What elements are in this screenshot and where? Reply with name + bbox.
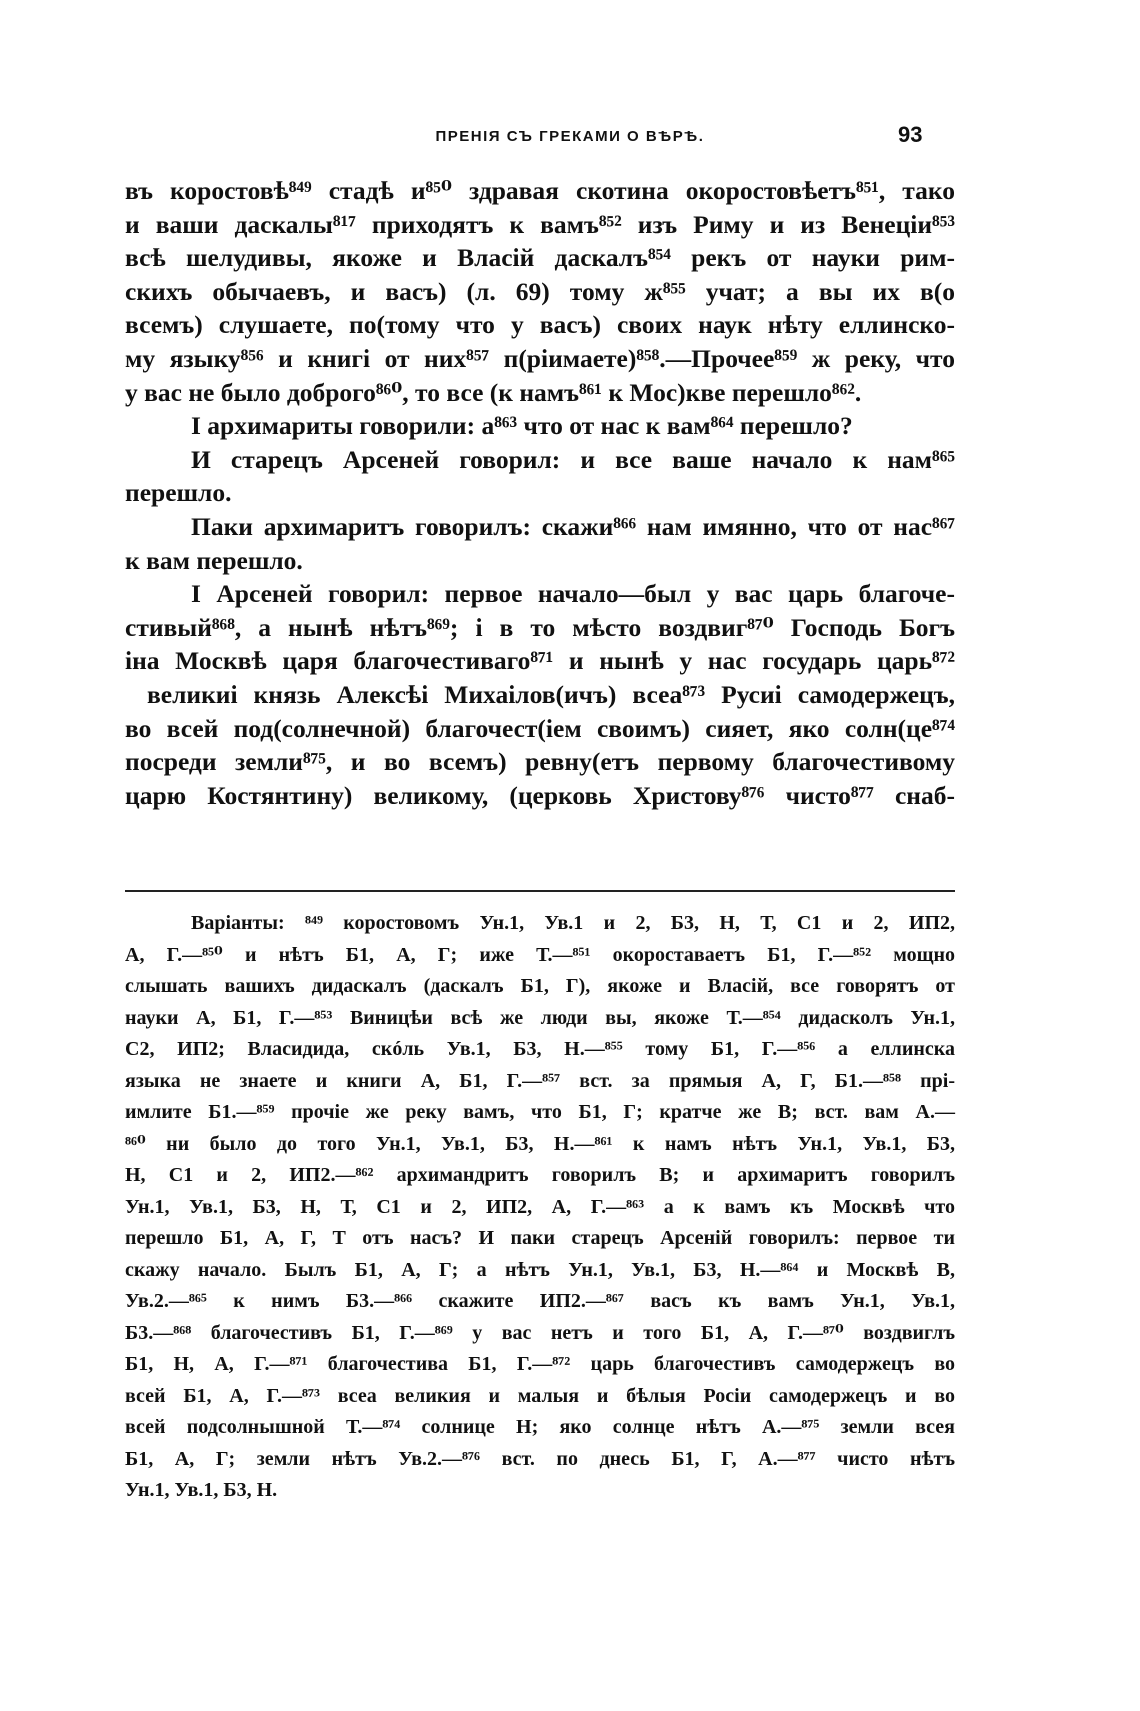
- body-line: І архимариты говорили: а⁸⁶³ что от нас к вам⁸⁶⁴ перешло?: [191, 411, 853, 441]
- footnote-line: всей Б1, А, Г.—⁸⁷³ всеа великия и малыя и бѣлыя Росіи самодержецъ и во: [125, 1384, 955, 1407]
- footnote-line: всей подсолнышной Т.—⁸⁷⁴ солнице Н; яко солнце нѣтъ А.—⁸⁷⁵ земли всея: [125, 1416, 955, 1438]
- body-line: перешло.: [125, 478, 232, 508]
- main-text: [125, 174, 955, 812]
- footnote-line: перешло Б1, А, Г, Т отъ насъ? И паки старецъ Арсеній говорилъ: первое ти: [125, 1227, 955, 1249]
- body-line: іна Москвѣ царя благочестиваго⁸⁷¹ и нынѣ у нас государь царь⁸⁷²: [125, 646, 955, 676]
- footnote-line: Ун.1, Ув.1, Б3, Н, Т, С1 и 2, ИП2, А, Г.—⁸⁶³ а к вамъ къ Москвѣ что: [125, 1195, 955, 1218]
- body-line: всѣ шелудивы, якоже и Власій даскалъ⁸⁵⁴ рекъ от науки рим-: [125, 243, 955, 273]
- body-line: въ коростовѣ⁸⁴⁹ стадѣ и⁸⁵⁰ здравая скотина окоростовѣетъ⁸⁵¹, тако: [125, 176, 955, 205]
- footnote-line: Б1, Н, А, Г.—⁸⁷¹ благочестива Б1, Г.—⁸⁷² царь благочестивъ самодержецъ во: [125, 1353, 955, 1375]
- running-title: ПРЕНІЯ СЪ ГРЕКАМИ О ВѢРѢ.: [435, 128, 705, 145]
- footnote-line: С2, ИП2; Власидида, скóль Ув.1, Б3, Н.—⁸⁵⁵ тому Б1, Г.—⁸⁵⁶ а еллинска: [125, 1038, 955, 1060]
- body-line: І Арсеней говорил: первое начало—был у вас царь благоче-: [191, 579, 955, 609]
- footnote-line: А, Г.—⁸⁵⁰ и нѣтъ Б1, А, Г; иже Т.—⁸⁵¹ окороставаетъ Б1, Г.—⁸⁵² мощно: [125, 943, 955, 966]
- body-line: Паки архимаритъ говорилъ: скажи⁸⁶⁶ нам имянно, что от нас⁸⁶⁷: [191, 511, 955, 541]
- body-line: всемъ) слушаете, по(тому что у васъ) своих наук нѣту еллинско-: [125, 310, 955, 340]
- page-number: 93: [898, 122, 923, 147]
- body-line: стивый⁸⁶⁸, а нынѣ нѣтъ⁸⁶⁹; і в то мѣсто воздвиг⁸⁷⁰ Господь Богъ: [125, 612, 955, 642]
- footnote-line: имлите Б1.—⁸⁵⁹ прочіе же реку вамъ, что Б1, Г; кратче же В; вст. вам А.—: [125, 1101, 955, 1123]
- footnote-line: Н, С1 и 2, ИП2.—⁸⁶² архимандритъ говорилъ В; и архимаритъ говорилъ: [125, 1164, 955, 1186]
- body-line: И старецъ Арсеней говорил: и все ваше начало к нам⁸⁶⁵: [191, 444, 955, 474]
- footnote-line: слышать вашихъ дидаскалъ (даскалъ Б1, Г), якоже и Власій, все говорятъ от: [125, 975, 955, 997]
- body-line: му языку⁸⁵⁶ и книгі от них⁸⁵⁷ п(ріимаете)⁸⁵⁸.—Прочее⁸⁵⁹ ж реку, что: [125, 343, 955, 373]
- body-line: скихъ обычаевъ, и васъ) (л. 69) тому ж⁸⁵⁵ учат; а вы их в(о: [125, 276, 955, 306]
- body-line: великиі князь Алексѣі Михаілов(ичъ) всеа⁸⁷³ Русиі самодержецъ,: [147, 679, 955, 709]
- footnote-line: скажу начало. Былъ Б1, А, Г; а нѣтъ Ун.1, Ув.1, Б3, Н.—⁸⁶⁴ и Москвѣ В,: [125, 1258, 955, 1281]
- body-line: у вас не было доброго⁸⁶⁰, то все (к намъ⁸⁶¹ к Мос)кве перешло⁸⁶².: [125, 377, 862, 407]
- footnote-line: Ув.2.—⁸⁶⁵ к нимъ Б3.—⁸⁶⁶ скажите ИП2.—⁸⁶⁷ васъ къ вамъ Ун.1, Ув.1,: [125, 1290, 955, 1312]
- body-line: посреди земли⁸⁷⁵, и во всемъ) ревну(етъ первому благочестивому: [125, 747, 955, 777]
- footnote-line: Б1, А, Г; земли нѣтъ Ув.2.—⁸⁷⁶ вст. по днесь Б1, Г, А.—⁸⁷⁷ чисто нѣтъ: [125, 1447, 955, 1470]
- footnote-line: Ун.1, Ув.1, Б3, Н.: [125, 1479, 278, 1501]
- footnote-line: Б3.—⁸⁶⁸ благочестивъ Б1, Г.—⁸⁶⁹ у вас нетъ и того Б1, А, Г.—⁸⁷⁰ воздвиглъ: [125, 1321, 955, 1344]
- footnote-divider: [125, 890, 955, 892]
- body-line: во всей под(солнечной) благочест(іем своимъ) сияет, яко солн(це⁸⁷⁴: [125, 713, 955, 743]
- body-line: к вам перешло.: [125, 545, 303, 575]
- footnote-line: языка не знаете и книги А, Б1, Г.—⁸⁵⁷ вст. за прямыя А, Г, Б1.—⁸⁵⁸ прі-: [125, 1069, 955, 1092]
- footnote-line: Варіанты: ⁸⁴⁹ коростовомъ Ун.1, Ув.1 и 2, Б3, Н, Т, С1 и 2, ИП2,: [191, 912, 955, 934]
- footnote-line: науки А, Б1, Г.—⁸⁵³ Виницѣи всѣ же люди вы, якоже Т.—⁸⁵⁴ дидасколъ Ун.1,: [125, 1006, 955, 1029]
- body-line: и ваши даскалы⁸¹⁷ приходятъ к вамъ⁸⁵² изъ Риму и из Венеціи⁸⁵³: [125, 209, 955, 239]
- footnote-line: ⁸⁶⁰ ни было до того Ун.1, Ув.1, Б3, Н.—⁸⁶¹ к намъ нѣтъ Ун.1, Ув.1, Б3,: [125, 1132, 955, 1155]
- footnotes-variants: [125, 908, 955, 1507]
- body-line: царю Костянтину) великому, (церковь Христову⁸⁷⁶ чисто⁸⁷⁷ снаб-: [125, 780, 955, 810]
